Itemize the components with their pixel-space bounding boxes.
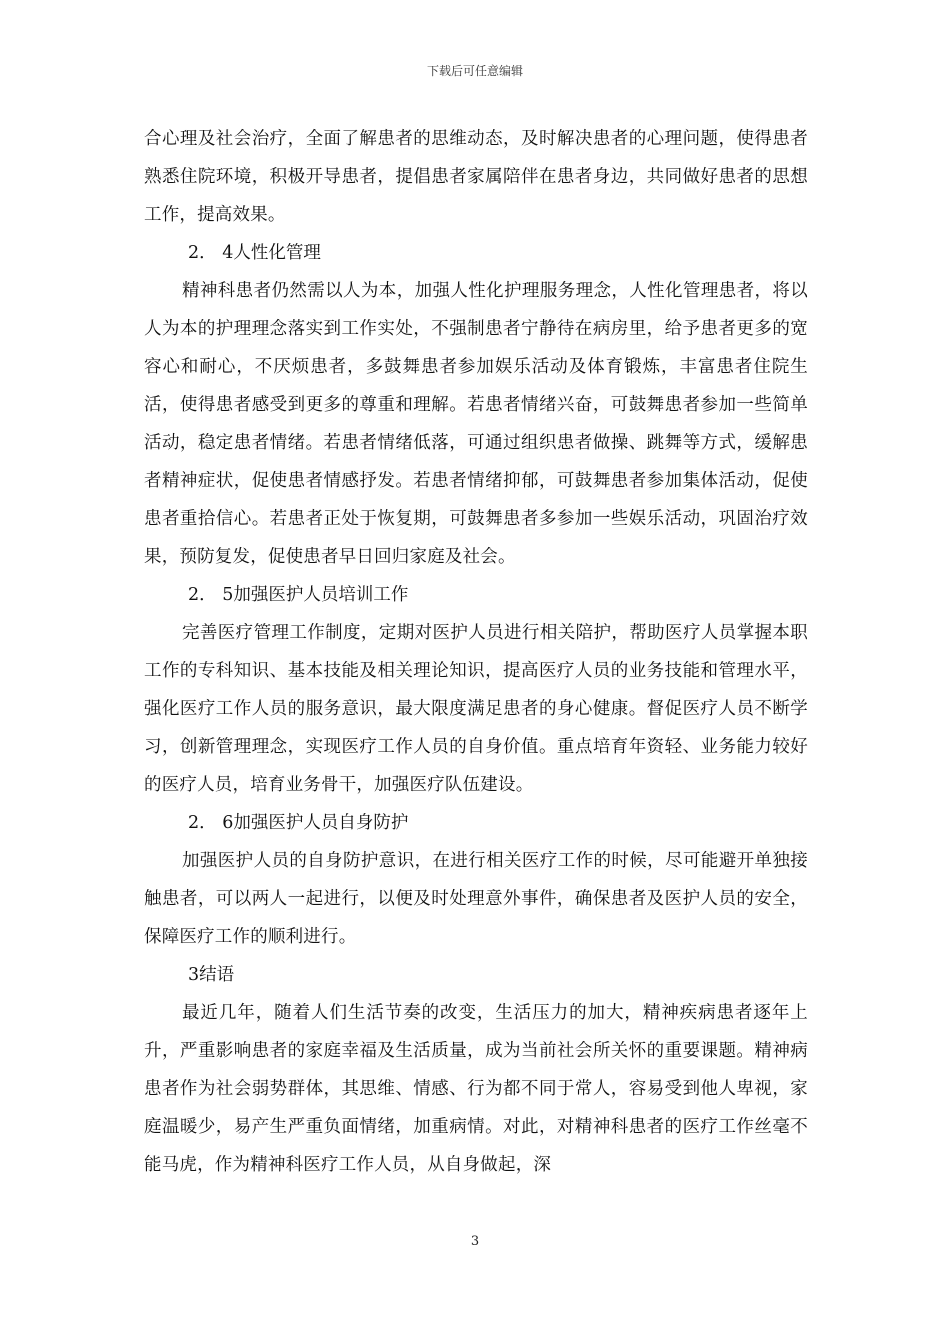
page-number: 3 bbox=[470, 1234, 480, 1249]
paragraph-3: 最近几年，随着人们生活节奏的改变，生活压力的加大，精神疾病患者逐年上升，严重影响患者的家庭幸福及生活质量，成为当前社会所关怀的重要课题。精神病患者作为社会弱势群体，其思维、情感、行为都不同于常人，容易受到他人卑视，家庭温暖少，易产生严重负面情绪，加重病情。对此，对精神科患者的医疗工作丝毫不能马虎，作为精神科医疗工作人员，从自身做起，深 bbox=[144, 1003, 808, 1175]
section-heading-2-4: 2． 4人性化管理 bbox=[188, 243, 321, 263]
section-heading-2-5: 2． 5加强医护人员培训工作 bbox=[188, 585, 409, 605]
paragraph-2-6: 加强医护人员的自身防护意识，在进行相关医疗工作的时候，尽可能避开单独接触患者，可以两人一起进行，以便及时处理意外事件，确保患者及医护人员的安全，保障医疗工作的顺利进行。 bbox=[144, 851, 808, 947]
paragraph-continued: 合心理及社会治疗，全面了解患者的思维动态，及时解决患者的心理问题，使得患者熟悉住院环境，积极开导患者，提倡患者家属陪伴在患者身边，共同做好患者的思想工作，提高效果。 bbox=[144, 129, 808, 225]
page-header: 下载后可任意编辑 bbox=[426, 64, 523, 78]
section-heading-2-6: 2． 6加强医护人员自身防护 bbox=[188, 813, 409, 833]
document-body bbox=[144, 120, 808, 1184]
paragraph-2-4: 精神科患者仍然需以人为本，加强人性化护理服务理念，人性化管理患者，将以人为本的护理理念落实到工作实处，不强制患者宁静待在病房里，给予患者更多的宽容心和耐心，不厌烦患者，多鼓舞患者参加娱乐活动及体育锻炼，丰富患者住院生活，使得患者感受到更多的尊重和理解。若患者情绪兴奋，可鼓舞患者参加一些简单活动，稳定患者情绪。若患者情绪低落，可通过组织患者做操、跳舞等方式，缓解患者精神症状，促使患者情感抒发。若患者情绪抑郁，可鼓舞患者参加集体活动，促使患者重拾信心。若患者正处于恢复期，可鼓舞患者多参加一些娱乐活动，巩固治疗效果，预防复发，促使患者早日回归家庭及社会。 bbox=[144, 281, 808, 567]
paragraph-2-5: 完善医疗管理工作制度，定期对医护人员进行相关陪护，帮助医疗人员掌握本职工作的专科知识、基本技能及相关理论知识，提高医疗人员的业务技能和管理水平，强化医疗工作人员的服务意识，最大限度满足患者的身心健康。督促医疗人员不断学习，创新管理理念，实现医疗工作人员的自身价值。重点培育年资轻、业务能力较好的医疗人员，培育业务骨干，加强医疗队伍建设。 bbox=[144, 623, 808, 795]
section-heading-3: 3结语 bbox=[188, 965, 235, 985]
